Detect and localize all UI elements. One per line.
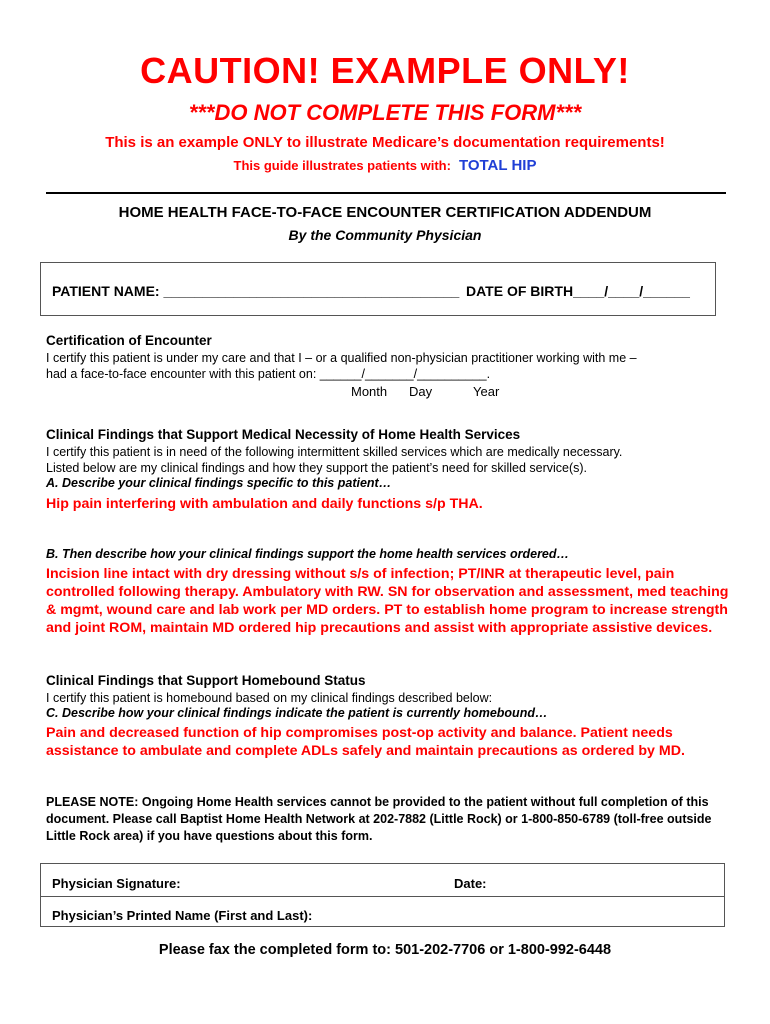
- guide-line: [0, 157, 770, 174]
- month-label: Month: [351, 384, 388, 399]
- guide-condition: TOTAL HIP: [458, 157, 537, 174]
- clinical-findings-text: [46, 444, 736, 476]
- homebound-text: I certify this patient is homebound based on my clinical findings described below:: [46, 691, 493, 705]
- signature-date-field[interactable]: Date:: [454, 876, 487, 891]
- homebound-heading: Clinical Findings that Support Homebound Status: [46, 673, 366, 688]
- answer-a[interactable]: Hip pain interfering with ambulation and daily functions s/p THA.: [46, 496, 483, 512]
- example-notice: This is an example ONLY to illustrate Medicare’s documentation requirements!: [105, 134, 665, 151]
- form-title: HOME HEALTH FACE-TO-FACE ENCOUNTER CERTIFICATION ADDENDUM: [118, 204, 652, 221]
- physician-printed-name-field[interactable]: Physician’s Printed Name (First and Last):: [52, 908, 313, 923]
- please-note: PLEASE NOTE: Ongoing Home Health services cannot be provided to the patient without full completion of this document. Please call Baptist Home Health Network at 202-7882 (Little Rock) or 1-800-850-6789 (toll-free outside Little Rock area) if you have questions about this form.: [46, 795, 712, 843]
- form-subtitle: By the Community Physician: [288, 227, 482, 243]
- do-not-complete-heading: ***DO NOT COMPLETE THIS FORM***: [188, 100, 582, 125]
- fax-instructions: Please fax the completed form to: 501-202-7706 or 1-800-992-6448: [158, 942, 612, 958]
- year-label: Year: [473, 384, 500, 399]
- patient-name-field[interactable]: PATIENT NAME: ______________________________________: [52, 283, 460, 299]
- guide-prefix: This guide illustrates patients with:: [233, 158, 451, 173]
- caution-heading: CAUTION! EXAMPLE ONLY!: [140, 50, 630, 91]
- signature-divider: [41, 896, 724, 897]
- clinical-findings-heading: Clinical Findings that Support Medical Necessity of Home Health Services: [46, 427, 521, 442]
- certification-text: [46, 350, 736, 382]
- encounter-date-labels: [351, 384, 499, 399]
- answer-b[interactable]: Incision line intact with dry dressing without s/s of infection; PT/INR at therapeutic level, pain controlled following therapy. Ambulatory with RW. SN for observation and assessment, med teaching & mgmt, wound care and lab work per MD orders. PT to establish home program to increase strength and joint ROM, maintain MD ordered hip precautions and assist with appropriate assistive devices.: [46, 566, 729, 636]
- certification-line-2[interactable]: had a face-to-face encounter with this patient on: ______/_______/__________.: [46, 367, 491, 381]
- clinical-line-1: I certify this patient is in need of the following intermittent skilled services which are medically necessary.: [46, 445, 623, 459]
- prompt-c: C. Describe how your clinical findings indicate the patient is currently homebound…: [46, 706, 548, 720]
- clinical-line-2: Listed below are my clinical findings and how they support the patient’s need for skilled service(s).: [46, 461, 588, 475]
- answer-c[interactable]: Pain and decreased function of hip compromises post-op activity and balance. Patient needs assistance to ambulate and complete ADLs safely and maintain precautions as ordered by MD.: [46, 725, 685, 759]
- physician-signature-field[interactable]: Physician Signature:: [52, 876, 181, 891]
- day-label: Day: [409, 384, 433, 399]
- header-divider: [46, 192, 726, 194]
- prompt-b: B. Then describe how your clinical findings support the home health services ordered…: [46, 547, 570, 561]
- certification-line-1: I certify this patient is under my care and that I – or a qualified non-physician practitioner working with me –: [46, 351, 637, 365]
- date-of-birth-field[interactable]: DATE OF BIRTH____/____/______: [466, 283, 690, 299]
- certification-heading: Certification of Encounter: [46, 333, 212, 348]
- prompt-a: A. Describe your clinical findings specific to this patient…: [46, 476, 392, 490]
